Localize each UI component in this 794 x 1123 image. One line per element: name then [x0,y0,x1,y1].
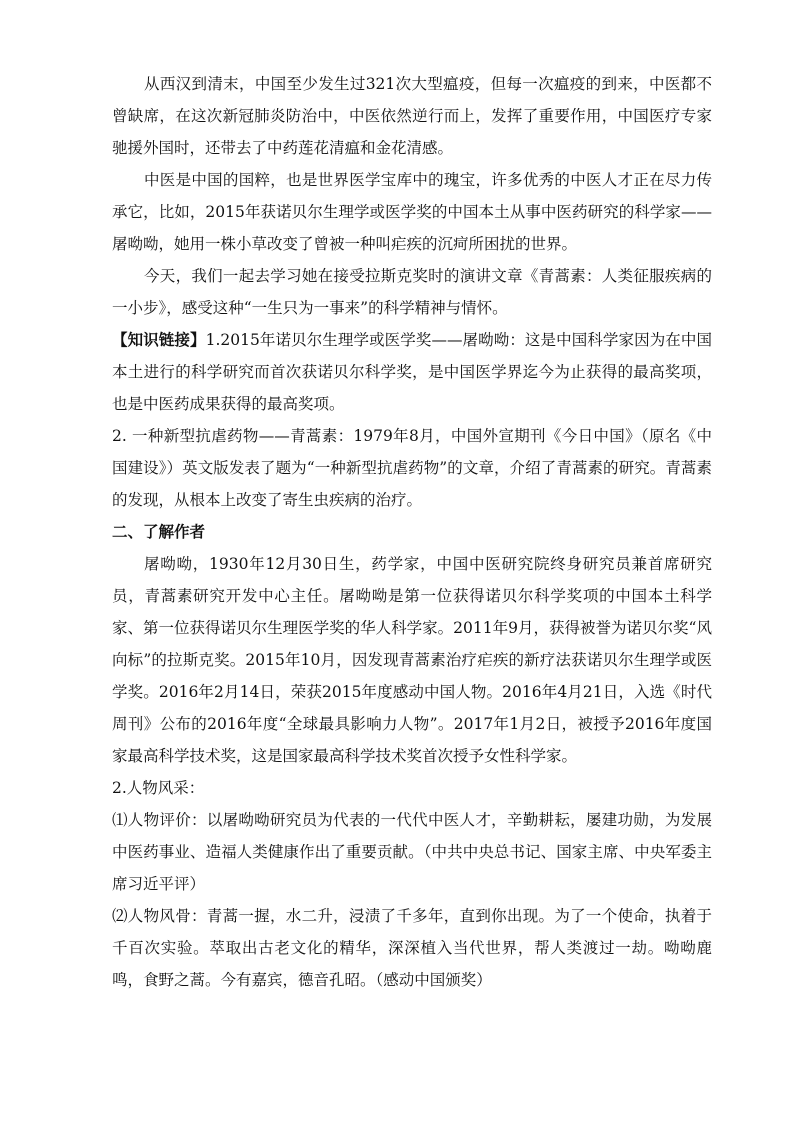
knowledge-link-item-1 [112,324,712,420]
knowledge-link-item-2: 2. 一种新型抗虐药物——青蒿素：1979年8月，中国外宣期刊《今日中国》（原名《中国建设》）英文版发表了题为“一种新型抗虐药物”的文章，介绍了青蒿素的研究。青蒿素的发现，从根本上改变了寄生虫疾病的治疗。 [112,427,712,509]
intro-paragraph-2: 中医是中国的国粹，也是世界医学宝库中的瑰宝，许多优秀的中医人才正在尽力传承它，比如，2015年获诺贝尔生理学或医学奖的中国本土从事中医药研究的科学家——屠呦呦，她用一株小草改变了曾被一种叫疟疾的沉疴所困扰的世界。 [112,171,712,253]
author-biography: 屠呦呦，1930年12月30日生，药学家，中国中医研究院终身研究员兼首席研究员，青蒿素研究开发中心主任。屠呦呦是第一位获得诺贝尔科学奖项的中国本土科学家、第一位获得诺贝尔生理医学奖的华人科学家。2011年9月，获得被誉为诺贝尔奖“风向标”的拉斯克奖。2015年10月，因发现青蒿素治疗疟疾的新疗法获诺贝尔生理学或医学奖。2016年2月14日，荣获2015年度感动中国人物。2016年4月21日，入选《时代周刊》公布的2016年度“全球最具影响力人物”。2017年1月2日，被授予2016年度国家最高科学技术奖，这是国家最高科学技术奖首次授予女性科学家。 [112,555,712,765]
knowledge-link-text-1: 1.2015年诺贝尔生理学或医学奖——屠呦呦：这是中国科学家因为在中国本土进行的科学研究而首次获诺贝尔科学奖，是中国医学界迄今为止获得的最高奖项，也是中医药成果获得的最高奖项。 [112,331,712,413]
knowledge-link-label: 【知识链接】 [112,330,206,349]
person-evaluation: ⑴人物评价：以屠呦呦研究员为代表的一代代中医人才，辛勤耕耘，屡建功勋，为发展中医药事业、造福人类健康作出了重要贡献。（中共中央总书记、国家主席、中央军委主席习近平评） [112,811,712,893]
section-heading-author: 二、了解作者 [112,522,206,541]
intro-paragraph-3: 今天，我们一起去学习她在接受拉斯克奖时的演讲文章《青蒿素：人类征服疾病的一小步》，感受这种“一生只为一事来”的科学精神与情怀。 [112,267,712,317]
intro-paragraph-1: 从西汉到清末，中国至少发生过321次大型瘟疫，但每一次瘟疫的到来，中医都不曾缺席，在这次新冠肺炎防治中，中医依然逆行而上，发挥了重要作用，中国医疗专家驰援外国时，还带去了中药莲花清瘟和金花清感。 [112,75,712,157]
person-style-title: 2.人物风采： [112,779,205,797]
person-character: ⑵人物风骨：青蒿一握，水二升，浸渍了千多年，直到你出现。为了一个使命，执着于千百次实验。萃取出古老文化的精华，深深植入当代世界，帮人类渡过一劫。呦呦鹿鸣，食野之蒿。今有嘉宾，德音孔昭。（感动中国颁奖） [112,907,712,989]
